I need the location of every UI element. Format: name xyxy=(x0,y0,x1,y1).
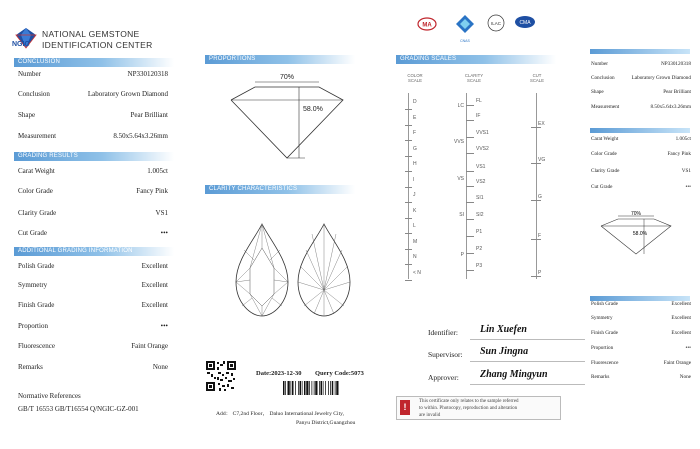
barcode-bar xyxy=(309,381,310,395)
clarity-grade-label: VS1 xyxy=(476,164,486,170)
clarity-group-label: SI xyxy=(459,212,464,218)
field-label: Shape xyxy=(591,89,604,95)
field-label: Carat Weight xyxy=(18,167,55,175)
signature-role: Identifier: xyxy=(428,328,458,337)
field-label: Cut Grade xyxy=(18,229,47,237)
color-scale-header: COLOR SCALE xyxy=(407,73,423,83)
clarity-grade-tick xyxy=(466,137,474,138)
field-label: Conclusion xyxy=(18,90,50,98)
field-value: ••• xyxy=(685,184,691,190)
field-value: NP330120318 xyxy=(127,70,168,78)
cut-grade-label: VG xyxy=(538,157,546,163)
cut-grade-label: EX xyxy=(538,121,545,127)
cert-logo-cnas xyxy=(455,14,475,43)
diamond-profile-outline xyxy=(231,87,343,158)
summary-table-percent: 70% xyxy=(630,211,642,217)
barcode-bar xyxy=(291,381,292,395)
field-row xyxy=(18,229,168,237)
clarity-group-label: P xyxy=(460,252,464,258)
field-label: Shape xyxy=(18,111,36,119)
field-label: Finish Grade xyxy=(18,301,55,309)
clarity-grade-label: VS2 xyxy=(476,179,486,185)
field-row xyxy=(18,262,168,270)
barcode-bar xyxy=(306,381,308,395)
cert-logo-ilac xyxy=(487,14,505,37)
field-label: Polish Grade xyxy=(591,301,618,307)
field-row xyxy=(18,187,168,195)
field-row xyxy=(591,345,691,351)
color-grade-label: F xyxy=(413,130,417,136)
normative-refs: GB/T 16553 GB/T16554 Q/NGIC-GZ-001 xyxy=(18,405,139,413)
clarity-grade-tick xyxy=(466,202,474,203)
field-value: Pear Brilliant xyxy=(663,89,691,95)
field-label: Proportion xyxy=(18,322,48,330)
clarity-grade-tick xyxy=(466,186,474,187)
qr-code xyxy=(205,360,237,392)
color-grade-label: I xyxy=(413,176,415,183)
clarity-grade-label: P2 xyxy=(476,246,483,252)
field-row xyxy=(591,330,691,336)
field-value: Excellent xyxy=(671,330,691,336)
field-value: Excellent xyxy=(141,262,168,270)
section-additional: ADDITIONAL GRADING INFORMATION xyxy=(14,247,174,256)
field-row xyxy=(18,90,168,98)
field-row xyxy=(591,104,691,110)
barcode-bar xyxy=(295,381,296,395)
normative-title: Normative References xyxy=(18,392,81,400)
color-grade-tick xyxy=(405,187,412,188)
field-row xyxy=(591,89,691,95)
cnas-text: CNAS xyxy=(460,39,470,43)
barcode-bar xyxy=(288,381,290,395)
color-grade-label: H xyxy=(413,161,417,167)
field-label: Symmetry xyxy=(18,281,48,289)
field-value: 1.005ct xyxy=(675,136,691,142)
clarity-grade-tick xyxy=(466,105,474,106)
clarity-grade-label: P1 xyxy=(476,229,483,235)
cut-grade-label: P xyxy=(538,270,542,276)
field-value: VS1 xyxy=(155,209,168,217)
field-row xyxy=(591,315,691,321)
warning-icon: ! xyxy=(400,400,410,415)
barcode xyxy=(283,381,363,395)
barcode-bar xyxy=(332,381,334,395)
color-grade-label: E xyxy=(413,114,417,121)
color-grade-label: < N xyxy=(413,269,421,276)
field-label: Proportion xyxy=(591,345,614,351)
section-clarity-characteristics: CLARITY CHARACTERISTICS xyxy=(205,185,355,194)
signature-role: Supervisor: xyxy=(428,350,463,359)
field-row xyxy=(591,301,691,307)
barcode-bar xyxy=(283,381,285,395)
barcode-bar xyxy=(285,381,286,395)
field-value: Excellent xyxy=(141,281,168,289)
barcode-bar xyxy=(323,381,324,395)
summary-top-bar xyxy=(590,49,690,54)
address-line2: Panyu District,Guangzhou xyxy=(296,420,356,426)
clarity-grade-label: SI2 xyxy=(476,212,484,218)
field-row xyxy=(18,132,168,140)
color-grade-tick xyxy=(405,202,412,203)
cut-scale-header: CUT SCALE xyxy=(529,73,545,83)
barcode-bar xyxy=(314,381,315,395)
signature-role: Approver: xyxy=(428,373,459,382)
color-grade-tick xyxy=(405,125,412,126)
field-value: 1.005ct xyxy=(147,167,168,175)
barcode-bar xyxy=(321,381,323,395)
field-label: Carat Weight xyxy=(591,136,619,142)
field-value: Excellent xyxy=(671,301,691,307)
field-label: Measurement xyxy=(18,132,57,140)
clarity-group-label: VS xyxy=(457,176,464,182)
field-value: Laboratory Grown Diamond xyxy=(631,75,691,81)
color-grade-label: N xyxy=(413,254,417,260)
field-row xyxy=(591,184,691,190)
disclaimer-box xyxy=(396,396,561,420)
field-value: Pear Brilliant xyxy=(130,111,168,119)
section-grading-results: GRADING RESULTS xyxy=(14,152,174,161)
field-row xyxy=(18,342,168,350)
clarity-grade-tick xyxy=(466,120,474,121)
summary-proportions-diagram xyxy=(596,208,676,258)
field-label: Conclusion xyxy=(591,75,615,81)
clarity-plot xyxy=(232,220,362,320)
ilac-text: ILAC xyxy=(490,21,502,26)
clarity-group-label: VVS xyxy=(453,139,464,145)
field-value: VS1 xyxy=(681,168,691,174)
field-value: ••• xyxy=(685,345,691,351)
field-value: 8.50x5.64x3.26mm xyxy=(650,104,691,110)
field-value: Faint Orange xyxy=(131,342,168,350)
pear-crown-view xyxy=(236,224,288,316)
org-name-line2: IDENTIFICATION CENTER xyxy=(42,40,153,50)
clarity-grade-label: VVS1 xyxy=(476,130,489,136)
clarity-grade-label: P3 xyxy=(476,263,483,269)
color-grade-tick xyxy=(405,249,412,250)
barcode-bar xyxy=(292,381,294,395)
color-grade-label: K xyxy=(413,207,417,214)
field-value: NP330120318 xyxy=(661,61,691,67)
color-grade-tick xyxy=(405,264,412,265)
field-row xyxy=(591,360,691,366)
org-name-line1: NATIONAL GEMSTONE xyxy=(42,29,140,39)
color-grade-label: D xyxy=(413,99,417,105)
color-grade-label: M xyxy=(413,238,418,245)
barcode-bar xyxy=(315,381,317,395)
section-conclusion: CONCLUSION xyxy=(14,58,174,67)
report-date: Date:2023-12-30 xyxy=(256,370,302,377)
color-grade-tick xyxy=(405,218,412,219)
cut-grade-tick xyxy=(531,239,541,240)
field-value: ••• xyxy=(160,322,168,330)
barcode-bar xyxy=(312,381,313,395)
cma-logo-text: CMA xyxy=(519,20,531,26)
field-label: Number xyxy=(591,61,608,67)
signature-line xyxy=(470,339,585,340)
cut-grade-tick xyxy=(531,163,541,164)
field-value: Fancy Pink xyxy=(667,151,691,157)
pear-pavilion-view xyxy=(298,224,350,316)
depth-percent: 58.0% xyxy=(303,106,323,113)
clarity-grade-label: FL xyxy=(476,98,482,104)
ngic-abbr: NGIC xyxy=(12,41,30,48)
clarity-grade-tick xyxy=(466,219,474,220)
field-row xyxy=(18,209,168,217)
cut-grade-tick xyxy=(531,276,541,277)
field-label: Number xyxy=(18,70,41,78)
color-grade-label: G xyxy=(413,145,417,152)
barcode-bar xyxy=(330,381,331,395)
field-row xyxy=(591,374,691,380)
field-value: Excellent xyxy=(671,315,691,321)
field-row xyxy=(591,151,691,157)
field-label: Symmetry xyxy=(591,315,613,321)
field-label: Clarity Grade xyxy=(591,168,620,174)
color-grade-tick xyxy=(405,140,412,141)
signature-name: Zhang Mingyun xyxy=(480,369,548,380)
color-grade-tick xyxy=(405,280,412,281)
cert-logo-cma-red xyxy=(417,17,437,36)
signature-line xyxy=(470,384,585,385)
field-label: Clarity Grade xyxy=(18,209,57,217)
field-label: Finish Grade xyxy=(591,330,618,336)
barcode-bar xyxy=(336,381,338,395)
disclaimer-line3: are invalid xyxy=(419,413,441,418)
color-grade-tick xyxy=(405,171,412,172)
clarity-group-label: LC xyxy=(457,103,464,109)
field-value: Excellent xyxy=(141,301,168,309)
section-proportions: PROPORTIONS xyxy=(205,55,355,64)
cut-grade-label: G xyxy=(538,194,542,200)
field-row xyxy=(591,168,691,174)
field-label: Cut Grade xyxy=(591,184,613,190)
barcode-bar xyxy=(300,381,302,395)
color-grade-tick xyxy=(405,109,412,110)
field-row xyxy=(591,75,691,81)
field-row xyxy=(18,363,168,371)
disclaimer-line2: to within. Photocopy, reproduction and alteration xyxy=(419,406,518,411)
field-value: ••• xyxy=(160,229,168,237)
color-grade-label: L xyxy=(413,223,416,229)
field-value: Fancy Pink xyxy=(136,187,168,195)
cut-grade-label: F xyxy=(538,233,542,239)
cut-grade-tick xyxy=(531,200,541,201)
color-grade-label: J xyxy=(413,192,416,198)
clarity-grade-label: IF xyxy=(476,113,481,119)
field-value: 8.50x5.64x3.26mm xyxy=(113,132,168,140)
field-row xyxy=(18,301,168,309)
field-label: Color Grade xyxy=(18,187,53,195)
cert-logo-cma xyxy=(514,15,536,36)
field-label: Measurement xyxy=(591,104,620,110)
barcode-bar xyxy=(335,381,336,395)
summary-mid-bar xyxy=(590,128,690,133)
barcode-bar xyxy=(298,381,299,395)
query-code: Query Code:5073 xyxy=(315,370,364,377)
clarity-grade-tick xyxy=(466,171,474,172)
field-row xyxy=(18,167,168,175)
field-value: None xyxy=(679,374,691,380)
cut-scale-axis xyxy=(536,93,537,279)
field-row xyxy=(591,61,691,67)
cut-grade-tick xyxy=(531,127,541,128)
address-line1: Add： C7,2nd Floor， Daluo International Jewelry City, xyxy=(216,411,344,417)
color-grade-tick xyxy=(405,156,412,157)
field-label: Fluorescence xyxy=(18,342,55,350)
barcode-bar xyxy=(304,381,306,395)
field-value: Faint Orange xyxy=(663,360,691,366)
field-row xyxy=(18,281,168,289)
clarity-grade-tick xyxy=(466,153,474,154)
clarity-grade-tick xyxy=(466,236,474,237)
field-label: Fluorescence xyxy=(591,360,619,366)
field-label: Remarks xyxy=(18,363,43,371)
barcode-bar xyxy=(328,381,329,395)
cma-text: MA xyxy=(422,22,432,29)
clarity-grade-tick xyxy=(466,270,474,271)
field-row xyxy=(18,322,168,330)
proportions-diagram xyxy=(225,70,360,180)
field-label: Color Grade xyxy=(591,151,617,157)
summary-depth-percent: 58.0% xyxy=(632,231,648,237)
disclaimer-line1: This certificate only relates to the sample referred xyxy=(419,399,519,404)
field-row xyxy=(18,70,168,78)
signature-name: Sun Jingna xyxy=(480,346,529,357)
field-label: Polish Grade xyxy=(18,262,55,270)
clarity-grade-label: VVS2 xyxy=(476,146,489,152)
signature-name: Lin Xuefen xyxy=(480,324,527,335)
field-row xyxy=(18,111,168,119)
clarity-grade-label: SI1 xyxy=(476,195,484,201)
barcode-bar xyxy=(325,381,326,395)
signature-line xyxy=(470,361,585,362)
clarity-grade-tick xyxy=(466,253,474,254)
barcode-bar xyxy=(302,381,303,395)
color-grade-tick xyxy=(405,233,412,234)
field-value: Laboratory Grown Diamond xyxy=(87,90,168,98)
field-label: Remarks xyxy=(591,374,610,380)
barcode-bar xyxy=(319,381,320,395)
field-value: None xyxy=(152,363,168,371)
section-grading-scales: GRADING SCALES xyxy=(396,55,556,64)
field-row xyxy=(591,136,691,142)
table-percent: 70% xyxy=(279,74,295,81)
clarity-scale-header: CLARITY SCALE xyxy=(464,73,484,83)
